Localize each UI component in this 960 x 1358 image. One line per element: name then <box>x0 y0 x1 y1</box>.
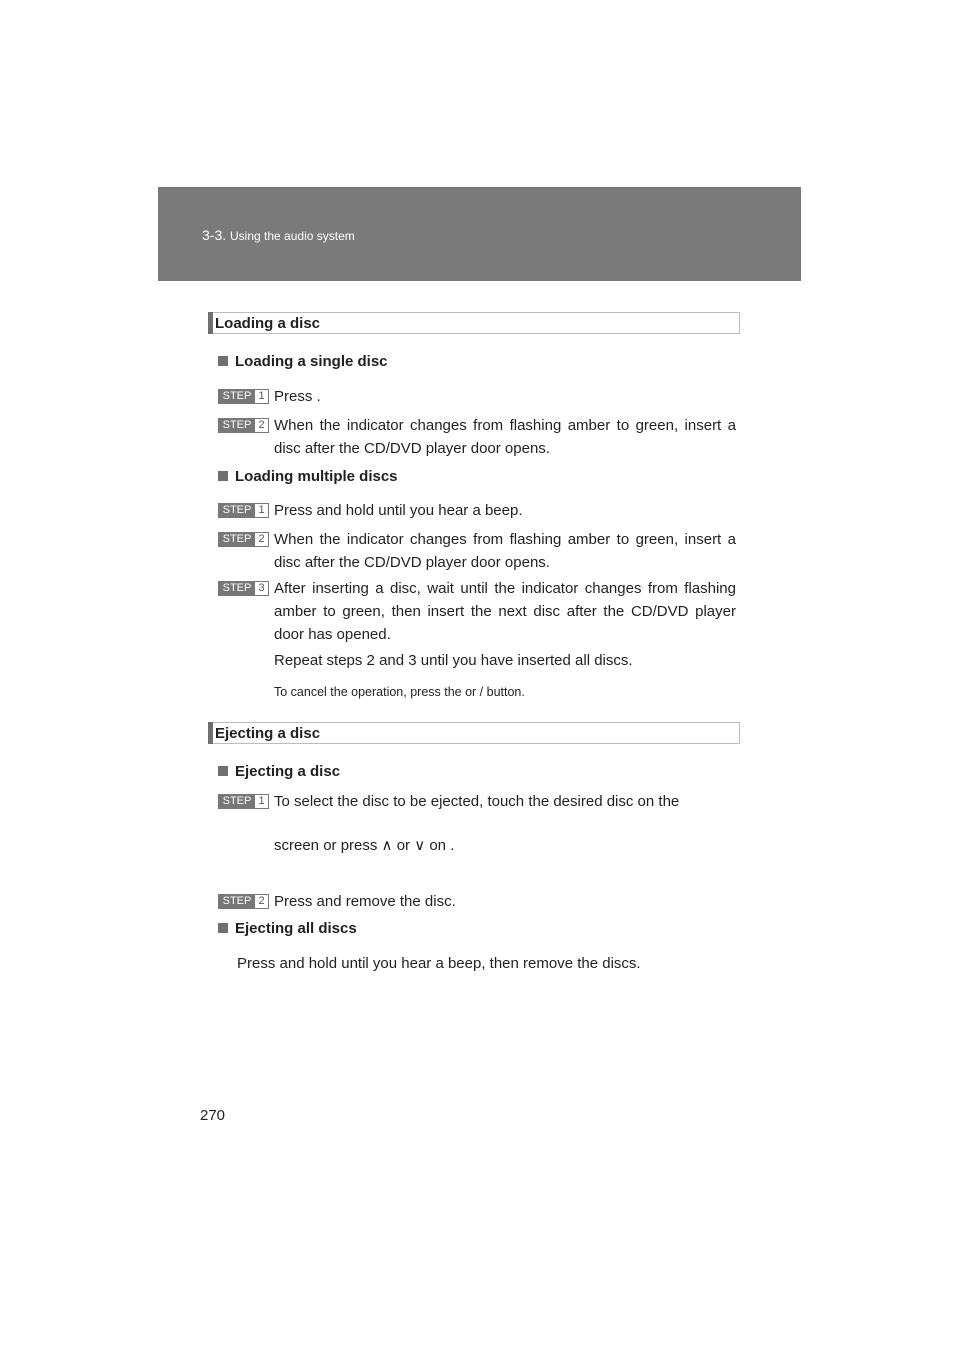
step-badge <box>218 894 269 909</box>
header-section-title: Using the audio system <box>230 229 355 243</box>
step-text: Press . <box>274 388 321 405</box>
step-badge <box>218 794 269 809</box>
step-badge <box>218 389 269 404</box>
cancel-note: To cancel the operation, press the or / button. <box>274 685 525 699</box>
section-title: Ejecting a disc <box>215 725 321 742</box>
step-label: STEP <box>219 795 255 808</box>
subheading-eject-single <box>218 763 340 780</box>
step-number: 2 <box>258 895 265 907</box>
step-number: 2 <box>258 533 265 545</box>
step-badge <box>218 532 269 547</box>
step-number: 3 <box>258 582 265 594</box>
step-text: To select the disc to be ejected, touch the desired disc on the <box>274 793 680 810</box>
step-text: Press and hold until you hear a beep. <box>274 502 523 519</box>
eject-all-text: Press and hold until you hear a beep, then remove the discs. <box>237 955 641 972</box>
step-text: When the indicator changes from flashing amber to green, insert a disc after the CD/DVD player door opens. <box>274 531 736 571</box>
step-text-continued: screen or press ∧ or ∨ on . <box>274 837 455 854</box>
section-bar <box>208 312 213 334</box>
step-text: After inserting a disc, wait until the indicator changes from flashing amber to green, then insert the next disc after the CD/DVD player door has opened. <box>274 580 736 643</box>
square-bullet-icon <box>218 766 228 776</box>
step-text: Press and remove the disc. <box>274 893 456 910</box>
subheading-text: Loading multiple discs <box>235 468 398 485</box>
step-number: 1 <box>258 504 265 516</box>
step-text: When the indicator changes from flashing amber to green, insert a disc after the CD/DVD player door opens. <box>274 417 736 457</box>
step-badge <box>218 503 269 518</box>
step-number: 1 <box>258 390 265 402</box>
step-label: STEP <box>219 895 255 908</box>
step-label: STEP <box>219 419 255 432</box>
step-label: STEP <box>219 390 255 403</box>
step-badge <box>218 418 269 433</box>
step-badge <box>218 581 269 596</box>
step-number: 2 <box>258 419 265 431</box>
section-ejecting <box>208 722 740 744</box>
section-loading <box>208 312 740 334</box>
header-section-number: 3-3. <box>202 227 227 243</box>
section-bar <box>208 722 213 744</box>
subheading-text: Loading a single disc <box>235 353 388 370</box>
square-bullet-icon <box>218 923 228 933</box>
header-band <box>158 187 801 281</box>
subheading-text: Ejecting all discs <box>235 920 357 937</box>
square-bullet-icon <box>218 471 228 481</box>
step-label: STEP <box>219 533 255 546</box>
repeat-text: Repeat steps 2 and 3 until you have inserted all discs. <box>274 652 633 669</box>
square-bullet-icon <box>218 356 228 366</box>
step-number: 1 <box>258 795 265 807</box>
section-title: Loading a disc <box>215 315 321 332</box>
page-number: 270 <box>200 1107 226 1124</box>
header-title <box>202 227 355 243</box>
subheading-text: Ejecting a disc <box>235 763 341 780</box>
step-label: STEP <box>219 504 255 517</box>
subheading-eject-all <box>218 920 357 937</box>
step-label: STEP <box>219 582 255 595</box>
subheading-single <box>218 353 388 370</box>
subheading-multiple <box>218 468 398 485</box>
